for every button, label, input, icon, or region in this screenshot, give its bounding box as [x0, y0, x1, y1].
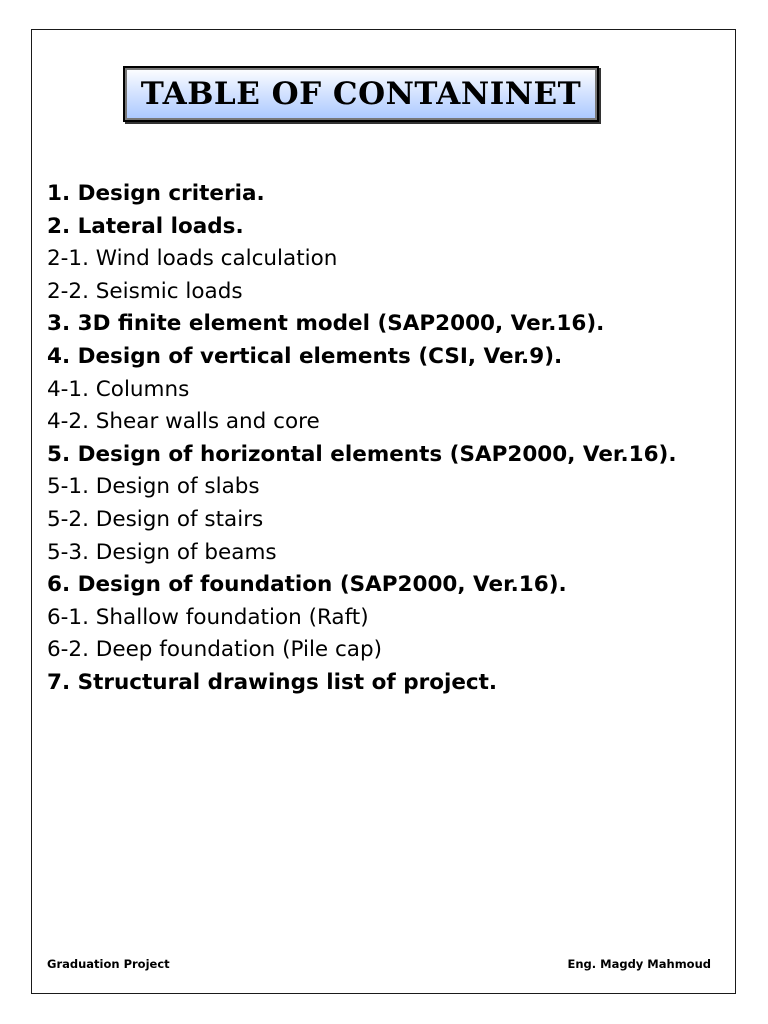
toc-item: 5-2. Design of stairs	[47, 506, 264, 532]
toc-item: 6-1. Shallow foundation (Raft)	[47, 604, 369, 630]
toc-item: 2-1. Wind loads calculation	[47, 246, 338, 272]
toc-item: 3. 3D finite element model (SAP2000, Ver.16).	[47, 311, 605, 337]
footer-left-text: Graduation Project	[47, 957, 170, 971]
toc-item: 2-2. Seismic loads	[47, 278, 243, 304]
toc-item: 5-3. Design of beams	[47, 539, 277, 565]
toc-item: 6. Design of foundation (SAP2000, Ver.16).	[47, 572, 567, 598]
toc-item: 6-2. Deep foundation (Pile cap)	[47, 637, 383, 663]
title-box	[123, 66, 599, 122]
toc-item: 4-2. Shear walls and core	[47, 409, 320, 435]
toc-item: 4. Design of vertical elements (CSI, Ver.9).	[47, 343, 563, 369]
toc-item: 1. Design criteria.	[47, 181, 265, 206]
toc-item: 4-1. Columns	[47, 376, 190, 402]
table-of-contents	[47, 178, 727, 700]
toc-item: 5. Design of horizontal elements (SAP2000, Ver.16).	[47, 441, 677, 467]
page-title: TABLE OF CONTANINET	[140, 76, 582, 112]
toc-item: 2. Lateral loads.	[47, 213, 244, 239]
footer-right-text: Eng. Magdy Mahmoud	[567, 957, 711, 971]
toc-item: 5-1. Design of slabs	[47, 474, 260, 500]
toc-item: 7. Structural drawings list of project.	[47, 669, 498, 695]
